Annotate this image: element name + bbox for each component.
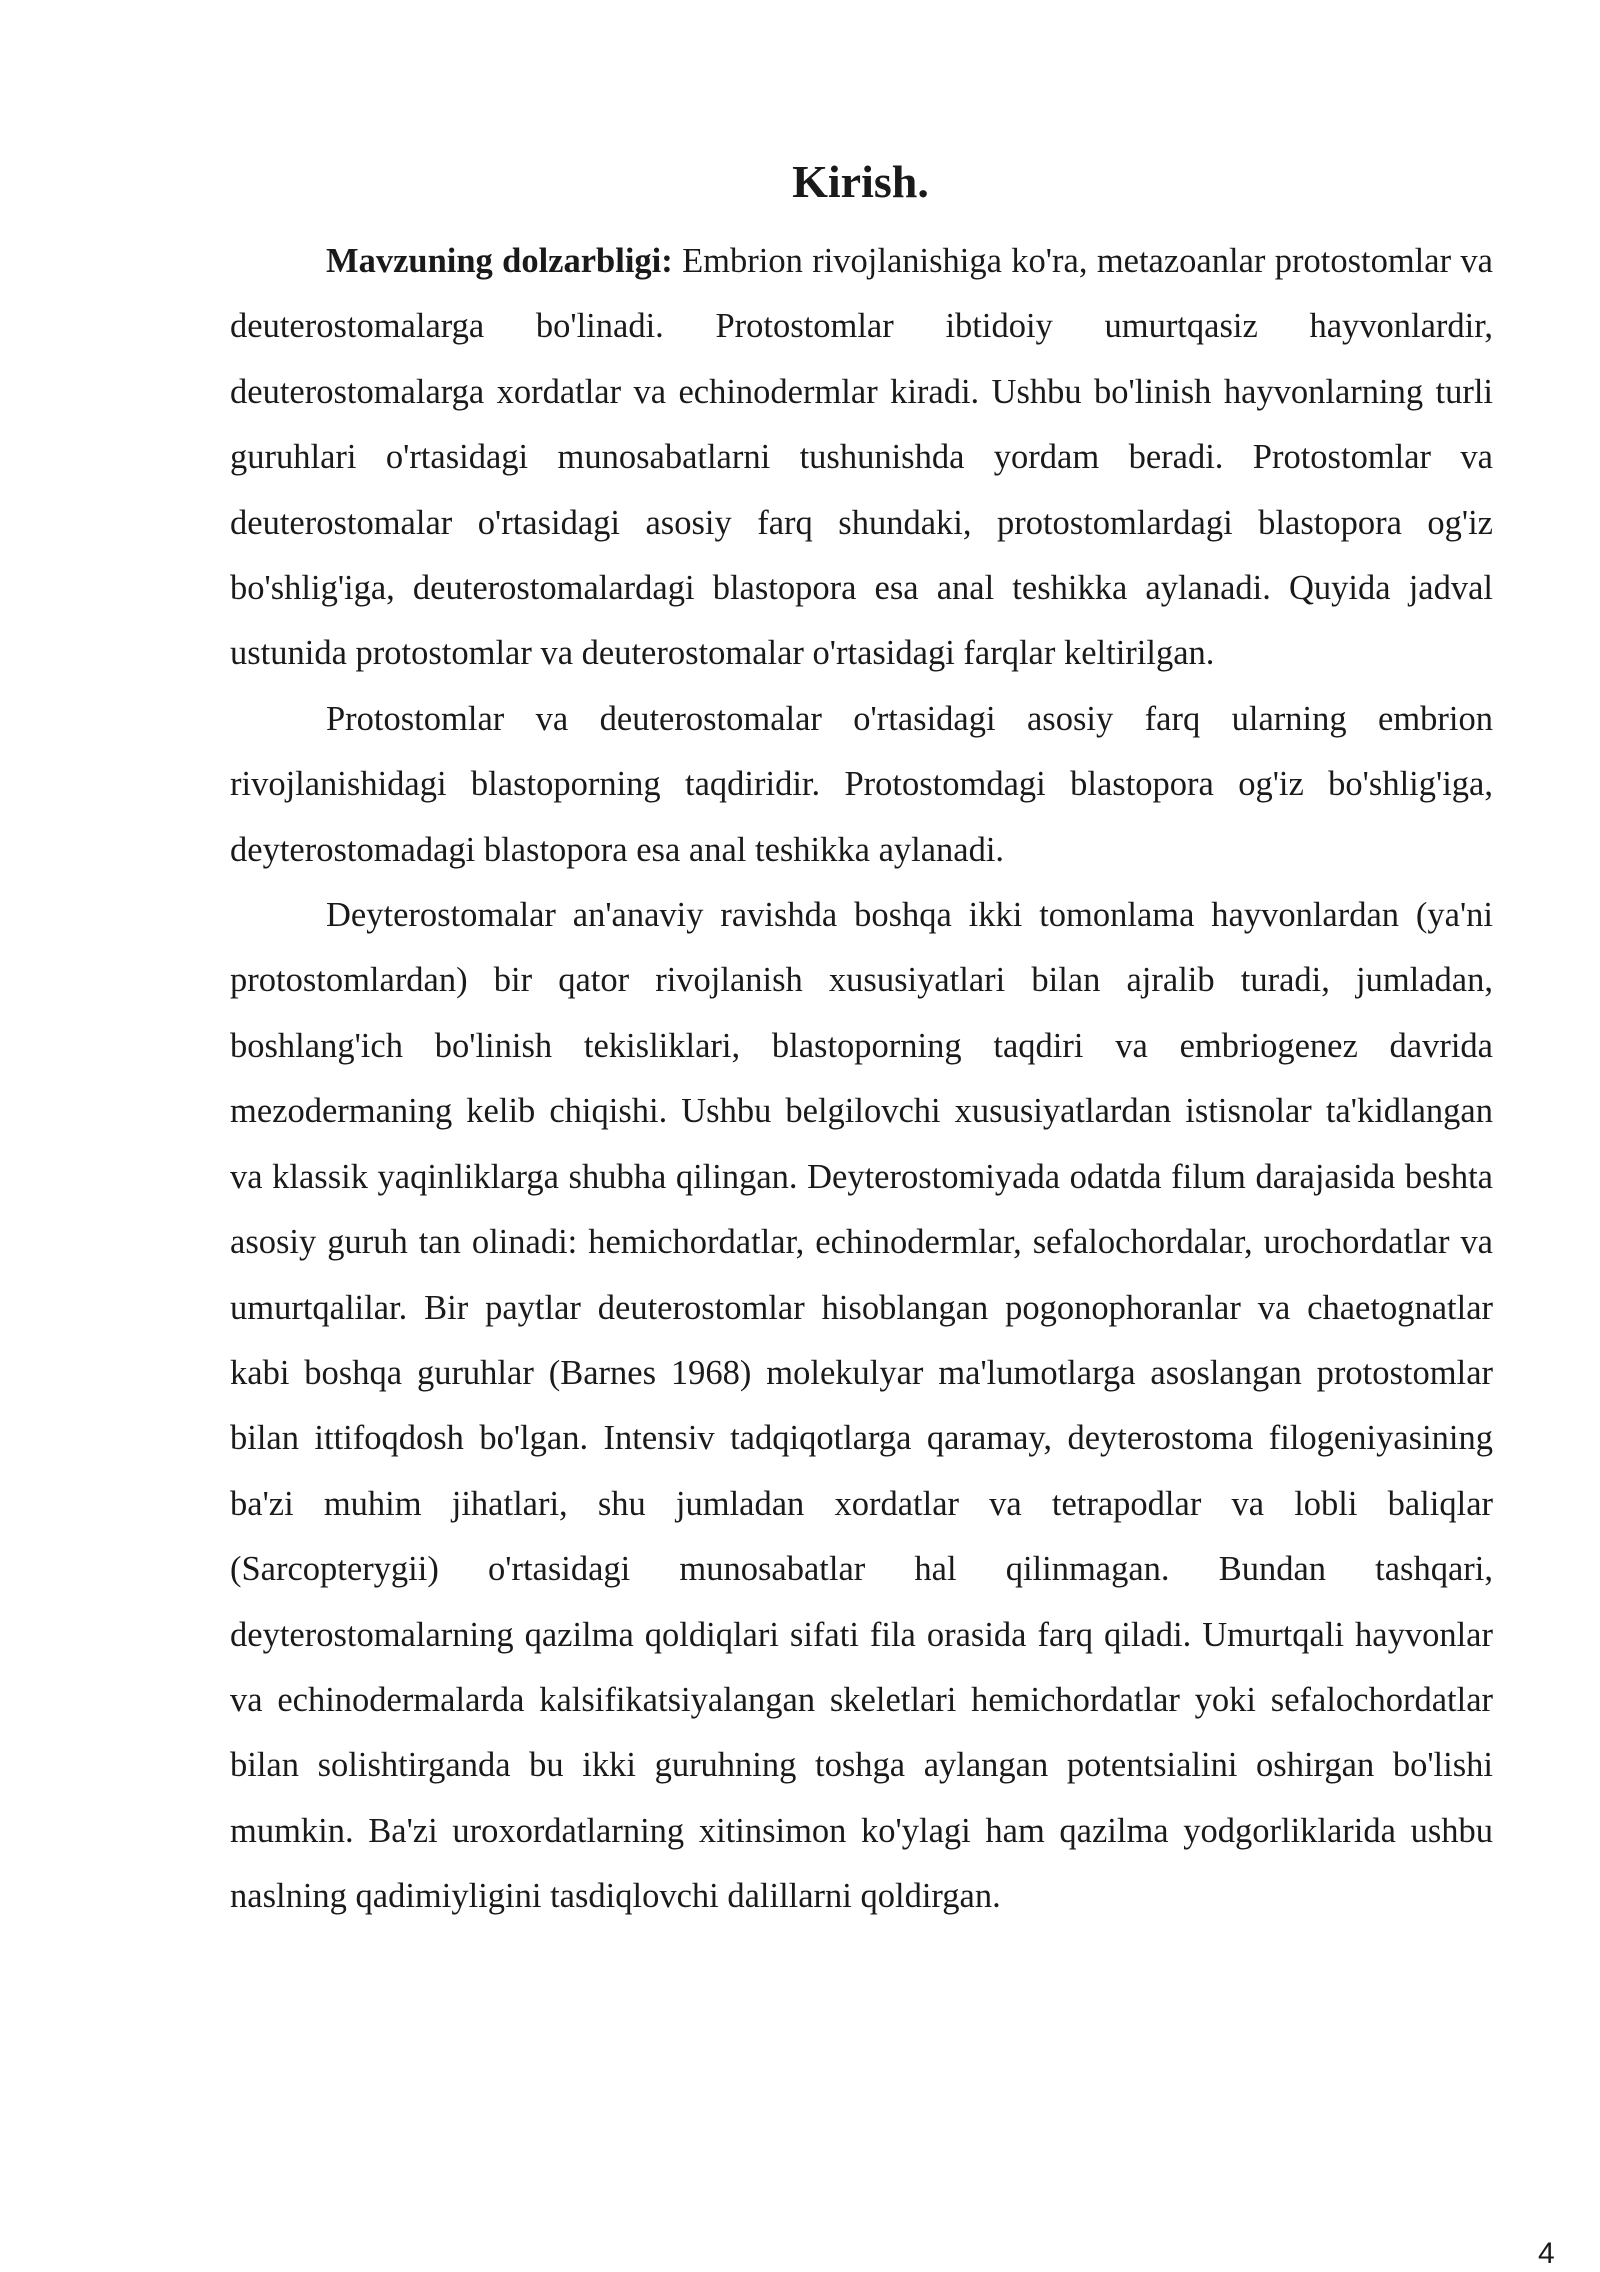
- page-title: Kirish.: [792, 156, 929, 207]
- paragraph-text: Protostomlar va deuterostomalar o'rtasidagi asosiy farq ularning embrion rivojlanishidagi blastoporning taqdiridir. Protostomdagi blastopora og'iz bo'shlig'iga, deyterostomadagi blastopora esa anal teshikka aylanadi.: [230, 699, 1493, 869]
- page-number: 4: [1538, 2237, 1555, 2270]
- paragraph-lead: Mavzuning dolzarbligi:: [326, 242, 673, 280]
- paragraph-blastopore: [230, 687, 1493, 883]
- paragraph-text: Embrion rivojlanishiga ko'ra, metazoanlar protostomlar va deuterostomalarga bo'linadi. Protostomlar ibtidoiy umurtqasiz hayvonlardir, deuterostomalarga xordatlar va echinodermlar kiradi. Ushbu bo'linish hayvonlarning turli guruhlari o'rtasidagi munosabatlarni tushunishda yordam beradi. Protostomlar va deuterostomalar o'rtasidagi asosiy farq shundaki, protostomlardagi blastopora og'iz bo'shlig'iga, deuterostomalardagi blastopora esa anal teshikka aylanadi. Quyida jadval ustunida protostomlar va deuterostomalar o'rtasidagi farqlar keltirilgan.: [230, 242, 1493, 673]
- paragraph-text: Deyterostomalar an'anaviy ravishda boshqa ikki tomonlama hayvonlardan (ya'ni protostomlardan) bir qator rivojlanish xususiyatlari bilan ajralib turadi, jumladan, boshlang'ich bo'linish tekisliklari, blastoporning taqdiri va embriogenez davrida mezodermaning kelib chiqishi. Ushbu belgilovchi xususiyatlardan istisnolar ta'kidlangan va klassik yaqinliklarga shubha qilingan. Deyterostomiyada odatda filum darajasida beshta asosiy guruh tan olinadi: hemichordatlar, echinodermlar, sefalochordalar, urochordatlar va umurtqalilar. Bir paytlar deuterostomlar hisoblangan pogonophoranlar va chaetognatlar kabi boshqa guruhlar (Barnes 1968) molekulyar ma'lumotlarga asoslangan protostomlar bilan ittifoqdosh bo'lgan. Intensiv tadqiqotlarga qaramay, deyterostoma filogeniyasining ba'zi muhim jihatlari, shu jumladan xordatlar va tetrapodlar va lobli baliqlar (Sarcopterygii) o'rtasidagi munosabatlar hal qilinmagan. Bundan tashqari, deyterostomalarning qazilma qoldiqlari sifati fila orasida farq qiladi. Umurtqali hayvonlar va echinodermalarda kalsifikatsiyalangan skeletlari hemichordatlar yoki sefalochordatlar bilan solishtirganda bu ikki guruhning toshga aylangan potentsialini oshirgan bo'lishi mumkin. Ba'zi uroxordatlarning xitinsimon ko'ylagi ham qazilma yodgorliklarida ushbu naslning qadimiyligini tasdiqlovchi dalillarni qoldirgan.: [230, 896, 1493, 1916]
- document-body: [230, 229, 1493, 1930]
- paragraph-relevance: [230, 229, 1493, 687]
- paragraph-deuterostomes: [230, 883, 1493, 1930]
